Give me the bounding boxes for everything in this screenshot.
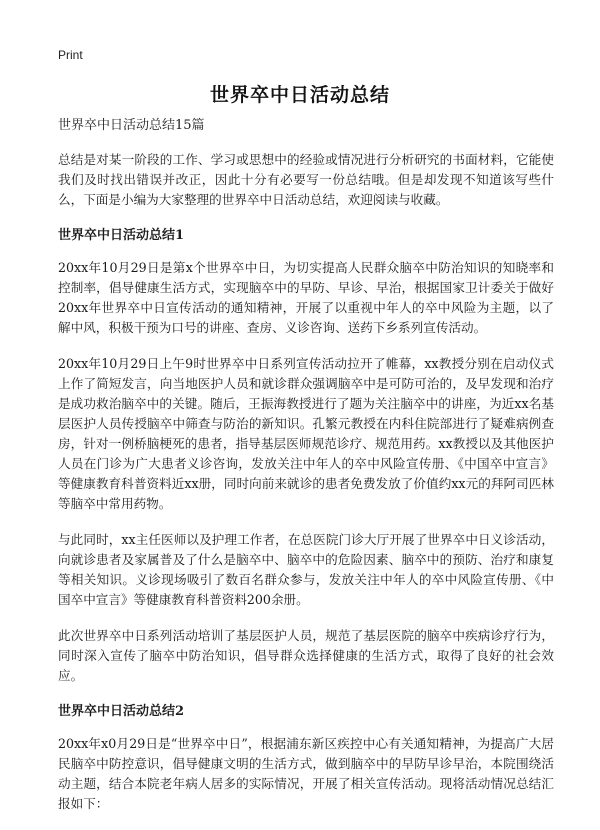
section-1-paragraph-3: 与此同时，xx主任医师以及护理工作者，在总医院门诊大厅开展了世界卒中日义诊活动，向就诊患者及家属普及了什么是脑卒中、脑卒中的危险因素、脑卒中的预防、治疗和康复等相关知识。义诊现场吸引了数百名群众参与，发放关注中年人的卒中风险宣传册、《中国卒中宣言》等健康教育科普资料200余册。 — [58, 532, 554, 607]
document-subtitle: 世界卒中日活动总结15篇 — [58, 118, 205, 133]
document-body — [58, 116, 554, 830]
section-1-paragraph-2: 20xx年10月29日上午9时世界卒中日系列宣传活动拉开了帷幕，xx教授分别在启动仪式上作了简短发言，向当地医护人员和就诊群众强调脑卒中是可防可治的，及早发现和治疗是成功救治脑卒中的关键。随后，王振海教授进行了题为关注脑卒中的讲座，为近xx名基层医护人员传授脑卒中筛查与防治的新知识。孔繁元教授在内科住院部进行了疑难病例查房，针对一例桥脑梗死的患者，指导基层医师规范诊疗、规范用药。xx教授以及其他医护人员在门诊为广大患者义诊咨询，发放关注中年人的卒中风险宣传册、《中国卒中宣言》等健康教育科普资料近xx册，同时向前来就诊的患者免费发放了价值约xx元的拜阿司匹林等脑卒中常用药物。 — [58, 356, 554, 511]
section-heading-2: 世界卒中日活动总结2 — [58, 704, 185, 719]
section-2-paragraph-1: 20xx年x0月29日是“世界卒中日”，根据浦东新区疾控中心有关通知精神，为提高广大居民脑卒中防控意识，倡导健康文明的生活方式，做到脑卒中的早防早诊早治，本院围绕活动主题，结合本院老年病人居多的实际情况，开展了相关宣传活动。现将活动情况总结汇报如下： — [58, 736, 554, 811]
section-1-paragraph-4: 此次世界卒中日系列活动培训了基层医护人员，规范了基层医院的脑卒中疾病诊疗行为，同时深入宣传了脑卒中防治知识，倡导群众选择健康的生活方式，取得了良好的社会效应。 — [58, 628, 554, 683]
print-link[interactable]: Print — [58, 48, 83, 62]
page-title: 世界卒中日活动总结 — [209, 84, 390, 106]
section-heading-1: 世界卒中日活动总结1 — [58, 228, 185, 243]
section-1-paragraph-1: 20xx年10月29日是第x个世界卒中日，为切实提高人民群众脑卒中防治知识的知晓率和控制率，倡导健康生活方式，实现脑卒中的早防、早诊、早治，根据国家卫计委关于做好20xx年世界卒中日宣传活动的通知精神，开展了以重视中年人的卒中风险为主题，以了解中风，积极干预为口号的讲座、查房、义诊咨询、送药下乡系列宣传活动。 — [58, 260, 554, 335]
intro-paragraph: 总结是对某一阶段的工作、学习或思想中的经验或情况进行分析研究的书面材料，它能使我们及时找出错误并改正，因此十分有必要写一份总结哦。但是却发现不知道该写些什么，下面是小编为大家整理的世界卒中日活动总结，欢迎阅读与收藏。 — [58, 152, 554, 207]
